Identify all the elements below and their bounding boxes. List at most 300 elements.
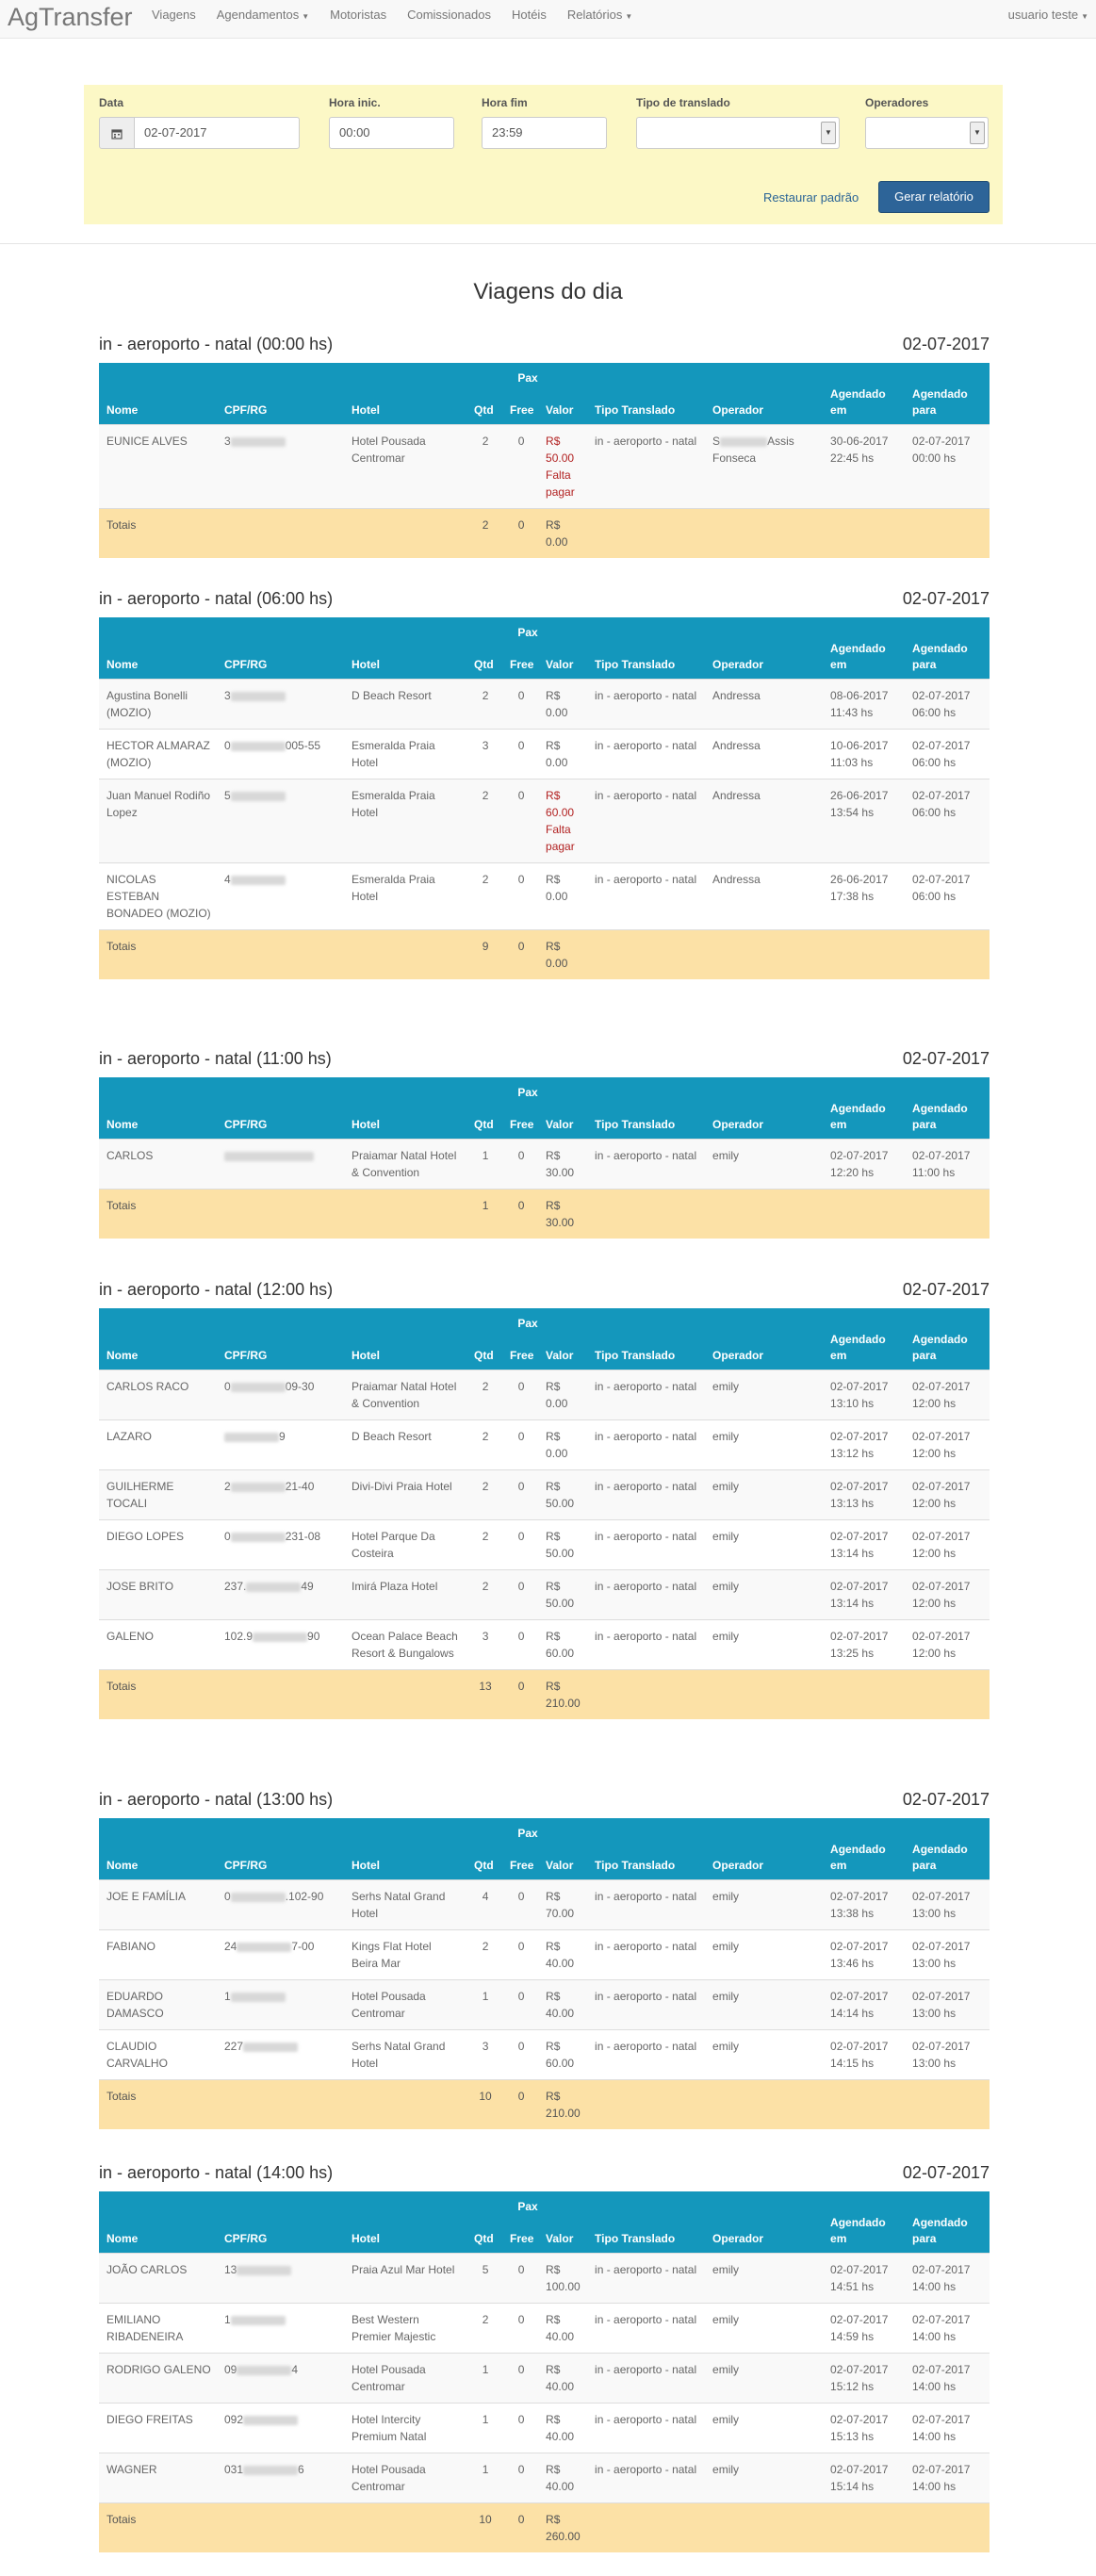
- table-row[interactable]: [99, 1570, 990, 1620]
- cell-hotel: [344, 1880, 466, 1930]
- scheduled-for: 02-07-2017 00:00 hs: [912, 435, 971, 465]
- cpf-suffix: 09-30: [285, 1380, 315, 1393]
- cell-agendado-em: [823, 730, 905, 779]
- cell-cpf: [217, 863, 344, 930]
- table-row[interactable]: [99, 1880, 990, 1930]
- nav-item-agendamentos[interactable]: [206, 0, 319, 31]
- generate-report-button[interactable]: Gerar relatório: [878, 181, 990, 213]
- column-header-hotel: Hotel: [352, 1118, 380, 1131]
- table-row[interactable]: [99, 1620, 990, 1670]
- hotel-name: Hotel Pousada Centromar: [352, 1990, 426, 2020]
- cell-tipo: [587, 1470, 705, 1520]
- cell-free: [502, 1980, 538, 2030]
- total-qtd-cell: [466, 930, 502, 980]
- totals-label: Totais: [106, 2513, 137, 2526]
- totals-label: Totais: [106, 518, 137, 532]
- caret-down-icon: ▼: [302, 12, 310, 21]
- column-header-operador: Operador: [712, 403, 764, 417]
- cpf-suffix: 005-55: [285, 739, 321, 752]
- section-title: in - aeroporto - natal (06:00 hs): [99, 589, 334, 608]
- cell-hotel: [344, 730, 466, 779]
- cell-free: [502, 1470, 538, 1520]
- cell-agendado-em: [823, 2030, 905, 2080]
- cpf-prefix: 5: [224, 789, 231, 802]
- valor-amount: R$ 60.00: [546, 2040, 575, 2070]
- totals-label: Totais: [106, 940, 137, 953]
- section-title: in - aeroporto - natal (14:00 hs): [99, 2163, 334, 2182]
- column-header-agendado-para: Agendado para: [912, 1102, 968, 1131]
- total-valor-cell: [538, 2503, 587, 2553]
- passenger-name: DIEGO LOPES: [106, 1530, 185, 1543]
- cell-cpf: [217, 2404, 344, 2453]
- table-row[interactable]: [99, 680, 990, 730]
- cpf-prefix: 0: [224, 739, 231, 752]
- cell-nome: [99, 680, 217, 730]
- cell-hotel: [344, 1980, 466, 2030]
- trips-table: [99, 1818, 990, 2129]
- passenger-name: NICOLAS ESTEBAN BONADEO (MOZIO): [106, 873, 211, 920]
- column-header-agendado-em: Agendado em: [830, 1843, 886, 1872]
- user-name: usuario teste: [1007, 8, 1079, 22]
- cell-qtd: [466, 425, 502, 509]
- scheduled-for: 02-07-2017 06:00 hs: [912, 689, 971, 719]
- table-row[interactable]: [99, 2404, 990, 2453]
- column-header-cpf: CPF/RG: [224, 2232, 268, 2245]
- cell-nome: [99, 2354, 217, 2404]
- nav-label: Agendamentos: [216, 8, 300, 22]
- cell-agendado-em: [823, 1570, 905, 1620]
- cell-nome: [99, 1620, 217, 1670]
- cell-free: [502, 1570, 538, 1620]
- free-value: 0: [517, 2413, 525, 2426]
- cell-hotel: [344, 2030, 466, 2080]
- scheduled-at: 02-07-2017 12:20 hs: [830, 1149, 889, 1179]
- cell-free: [502, 1620, 538, 1670]
- cell-qtd: [466, 863, 502, 930]
- redacted-cpf: [253, 1633, 307, 1642]
- valor-amount: R$ 40.00: [546, 2413, 575, 2443]
- column-header-operador: Operador: [712, 1118, 764, 1131]
- passenger-name: JOE E FAMÍLIA: [106, 1890, 187, 1903]
- cell-nome: [99, 1930, 217, 1980]
- cell-nome: [99, 2404, 217, 2453]
- cell-valor: [538, 2404, 587, 2453]
- section-header: [99, 1280, 990, 1308]
- operator-name: emily: [712, 2040, 740, 2053]
- operator-name: Andressa: [712, 739, 761, 752]
- trips-table: [99, 1077, 990, 1239]
- column-header-agendado-para: Agendado para: [912, 1843, 968, 1872]
- header-row: [99, 1101, 990, 1140]
- passenger-name: GALENO: [106, 1630, 155, 1643]
- date-input[interactable]: 02-07-2017: [134, 117, 300, 149]
- totals-row: [99, 509, 990, 559]
- valor-amount: R$ 40.00: [546, 2463, 575, 2493]
- operator-name: emily: [712, 1940, 740, 1953]
- total-qtd: 10: [479, 2513, 492, 2526]
- table-row[interactable]: [99, 1420, 990, 1470]
- cell-agendado-em: [823, 1140, 905, 1190]
- cell-valor: [538, 1620, 587, 1670]
- column-header-qtd: Qtd: [474, 403, 494, 417]
- cell-valor: [538, 730, 587, 779]
- cell-tipo: [587, 1370, 705, 1420]
- valor-amount: R$ 40.00: [546, 1940, 575, 1970]
- table-row[interactable]: [99, 2354, 990, 2404]
- hotel-name: Hotel Pousada Centromar: [352, 2463, 426, 2493]
- cell-free: [502, 863, 538, 930]
- brand-logo[interactable]: AgTransfer: [8, 3, 133, 31]
- cell-agendado-em: [823, 1370, 905, 1420]
- section-date: 02-07-2017: [902, 335, 990, 353]
- hotel-name: Ocean Palace Beach Resort & Bungalows: [352, 1630, 458, 1660]
- scheduled-for: 02-07-2017 13:00 hs: [912, 1940, 971, 1970]
- passenger-name: JOSE BRITO: [106, 1580, 174, 1593]
- cell-qtd: [466, 680, 502, 730]
- hotel-name: Esmeralda Praia Hotel: [352, 789, 435, 819]
- cell-tipo: [587, 2404, 705, 2453]
- cell-cpf: [217, 1930, 344, 1980]
- total-free: 0: [517, 1680, 525, 1693]
- cell-tipo: [587, 2453, 705, 2503]
- column-header-free: Free: [510, 2232, 534, 2245]
- total-valor: R$ 210.00: [546, 1680, 581, 1710]
- column-header-hotel: Hotel: [352, 2232, 380, 2245]
- scheduled-at: 02-07-2017 13:10 hs: [830, 1380, 889, 1410]
- free-value: 0: [517, 873, 525, 886]
- cell-free: [502, 2404, 538, 2453]
- cell-valor: [538, 2030, 587, 2080]
- cell-valor: [538, 1520, 587, 1570]
- trips-table: [99, 1308, 990, 1719]
- scheduled-for: 02-07-2017 12:00 hs: [912, 1630, 971, 1660]
- qtd-value: 2: [482, 1530, 489, 1543]
- header-group-row: [99, 1818, 990, 1842]
- table-row[interactable]: [99, 1980, 990, 2030]
- nav-item-hoteis[interactable]: [501, 0, 557, 31]
- cell-valor: [538, 863, 587, 930]
- cell-qtd: [466, 1470, 502, 1520]
- column-header-agendado-em: Agendado em: [830, 387, 886, 417]
- cell-agendado-em: [823, 2354, 905, 2404]
- totals-label-cell: [99, 2080, 466, 2130]
- cell-valor: [538, 1140, 587, 1190]
- qtd-value: 1: [482, 1990, 489, 2003]
- total-free: 0: [517, 1199, 525, 1212]
- scheduled-at: 02-07-2017 14:15 hs: [830, 2040, 889, 2070]
- redacted-cpf: [237, 1943, 291, 1952]
- cell-cpf: [217, 1980, 344, 2030]
- transfer-type: in - aeroporto - natal: [595, 739, 697, 752]
- column-header-hotel: Hotel: [352, 658, 380, 671]
- section-date: 02-07-2017: [902, 2163, 990, 2182]
- cell-operador: [705, 1980, 823, 2030]
- transfer-type: in - aeroporto - natal: [595, 1530, 697, 1543]
- table-row[interactable]: [99, 1470, 990, 1520]
- cell-valor: [538, 2254, 587, 2304]
- header-row: [99, 386, 990, 425]
- cpf-prefix: 3: [224, 689, 231, 702]
- table-row[interactable]: [99, 1370, 990, 1420]
- section-date: 02-07-2017: [902, 1280, 990, 1299]
- cpf-suffix: 231-08: [285, 1530, 321, 1543]
- operators-select[interactable]: [865, 117, 989, 149]
- table-row[interactable]: [99, 1140, 990, 1190]
- header-group-row: [99, 2191, 990, 2215]
- cpf-suffix: 21-40: [285, 1480, 315, 1493]
- user-menu[interactable]: [1008, 0, 1088, 31]
- transfer-type: in - aeroporto - natal: [595, 2413, 697, 2426]
- transfer-type: in - aeroporto - natal: [595, 1940, 697, 1953]
- totals-filler: [587, 509, 990, 559]
- transfer-type-select[interactable]: [636, 117, 840, 149]
- cell-cpf: [217, 1620, 344, 1670]
- scheduled-for: 02-07-2017 12:00 hs: [912, 1480, 971, 1510]
- cell-tipo: [587, 863, 705, 930]
- cpf-prefix: 0: [224, 1530, 231, 1543]
- transfer-type: in - aeroporto - natal: [595, 1580, 697, 1593]
- cell-agendado-para: [905, 1880, 990, 1930]
- pax-header: Pax: [517, 1086, 538, 1099]
- column-header-qtd: Qtd: [474, 658, 494, 671]
- cell-agendado-em: [823, 1420, 905, 1470]
- table-row[interactable]: [99, 1520, 990, 1570]
- free-value: 0: [517, 2463, 525, 2476]
- table-row[interactable]: [99, 863, 990, 930]
- table-row[interactable]: [99, 779, 990, 863]
- free-value: 0: [517, 2040, 525, 2053]
- cell-valor: [538, 1930, 587, 1980]
- cell-free: [502, 2030, 538, 2080]
- cpf-prefix: 1: [224, 1990, 231, 2003]
- cell-agendado-para: [905, 2354, 990, 2404]
- operator-name: Andressa: [712, 689, 761, 702]
- cell-tipo: [587, 779, 705, 863]
- cell-nome: [99, 2304, 217, 2354]
- cell-free: [502, 2254, 538, 2304]
- column-header-free: Free: [510, 1349, 534, 1362]
- totals-filler: [587, 930, 990, 980]
- redacted-cpf: [231, 1533, 286, 1542]
- operator-name: emily: [712, 1430, 740, 1443]
- column-header-agendado-para: Agendado para: [912, 387, 968, 417]
- total-valor-cell: [538, 2080, 587, 2130]
- pax-header: Pax: [517, 371, 538, 385]
- scheduled-at: 02-07-2017 13:14 hs: [830, 1580, 889, 1610]
- table-row[interactable]: [99, 2453, 990, 2503]
- total-qtd-cell: [466, 1190, 502, 1239]
- table-row[interactable]: [99, 2304, 990, 2354]
- operator-name: emily: [712, 1380, 740, 1393]
- hotel-name: D Beach Resort: [352, 689, 432, 702]
- operators-label: Operadores: [865, 96, 929, 109]
- cpf-suffix: 4: [291, 2363, 299, 2376]
- scheduled-at: 02-07-2017 13:14 hs: [830, 1530, 889, 1560]
- operator-name: emily: [712, 1480, 740, 1493]
- table-row[interactable]: [99, 1930, 990, 1980]
- trips-table: [99, 2191, 990, 2552]
- table-row[interactable]: [99, 730, 990, 779]
- redacted-cpf: [224, 1152, 314, 1161]
- trips-table: [99, 617, 990, 979]
- end-time-input[interactable]: 23:59: [482, 117, 607, 149]
- free-value: 0: [517, 1580, 525, 1593]
- redacted-cpf: [231, 1993, 286, 2002]
- calendar-icon[interactable]: [99, 117, 135, 149]
- section-header: [99, 335, 990, 363]
- cell-operador: [705, 2354, 823, 2404]
- section-title: in - aeroporto - natal (13:00 hs): [99, 1790, 334, 1809]
- redacted-cpf: [231, 742, 286, 751]
- table-row[interactable]: [99, 425, 990, 509]
- cell-agendado-para: [905, 1980, 990, 2030]
- cell-cpf: [217, 680, 344, 730]
- column-header-cpf: CPF/RG: [224, 1349, 268, 1362]
- cell-nome: [99, 863, 217, 930]
- cpf-suffix: 6: [298, 2463, 304, 2476]
- qtd-value: 1: [482, 2463, 489, 2476]
- qtd-value: 5: [482, 2263, 489, 2276]
- reset-defaults-link[interactable]: Restaurar padrão: [763, 190, 859, 205]
- nav-links: [141, 0, 643, 31]
- section-title: in - aeroporto - natal (00:00 hs): [99, 335, 334, 353]
- column-header-agendado-para: Agendado para: [912, 1333, 968, 1362]
- qtd-value: 1: [482, 2413, 489, 2426]
- cell-cpf: [217, 730, 344, 779]
- column-header-hotel: Hotel: [352, 1859, 380, 1872]
- nav-label: Viagens: [152, 8, 196, 22]
- cpf-prefix: 237.: [224, 1580, 247, 1593]
- hotel-name: Praia Azul Mar Hotel: [352, 2263, 455, 2276]
- cell-hotel: [344, 2254, 466, 2304]
- column-header-cpf: CPF/RG: [224, 1859, 268, 1872]
- trip-section: [99, 2163, 990, 2552]
- cell-valor: [538, 1470, 587, 1520]
- cpf-prefix: 13: [224, 2263, 237, 2276]
- cell-qtd: [466, 1140, 502, 1190]
- cell-agendado-para: [905, 1930, 990, 1980]
- totals-row: [99, 1670, 990, 1720]
- column-header-free: Free: [510, 658, 534, 671]
- redacted-cpf: [243, 2416, 298, 2425]
- scheduled-for: 02-07-2017 13:00 hs: [912, 1890, 971, 1920]
- cpf-suffix: 49: [301, 1580, 314, 1593]
- qtd-value: 2: [482, 2313, 489, 2326]
- passenger-name: EDUARDO DAMASCO: [106, 1990, 164, 2020]
- valor-amount: R$ 30.00: [546, 1149, 575, 1179]
- cell-operador: [705, 1930, 823, 1980]
- start-time-input[interactable]: 00:00: [329, 117, 454, 149]
- column-header-tipo: Tipo Translado: [595, 658, 676, 671]
- trips-table: [99, 363, 990, 558]
- cell-qtd: [466, 1930, 502, 1980]
- column-header-valor: Valor: [546, 2232, 574, 2245]
- table-row[interactable]: [99, 2030, 990, 2080]
- totals-label-cell: [99, 1190, 466, 1239]
- passenger-name: EMILIANO RIBADENEIRA: [106, 2313, 184, 2343]
- cell-hotel: [344, 1420, 466, 1470]
- totals-label-cell: [99, 509, 466, 559]
- column-header-valor: Valor: [546, 1859, 574, 1872]
- transfer-type: in - aeroporto - natal: [595, 1380, 697, 1393]
- free-value: 0: [517, 2263, 525, 2276]
- cell-free: [502, 1930, 538, 1980]
- valor-amount: R$ 70.00: [546, 1890, 575, 1920]
- total-qtd: 1: [482, 1199, 489, 1212]
- cell-qtd: [466, 779, 502, 863]
- redacted-cpf: [237, 2266, 291, 2275]
- hotel-name: Kings Flat Hotel Beira Mar: [352, 1940, 432, 1970]
- column-header-nome: Nome: [106, 1118, 139, 1131]
- free-value: 0: [517, 435, 525, 448]
- page-title: Viagens do dia: [473, 279, 623, 304]
- column-header-valor: Valor: [546, 1349, 574, 1362]
- cell-qtd: [466, 2453, 502, 2503]
- cell-valor: [538, 2304, 587, 2354]
- passenger-name: CARLOS: [106, 1149, 154, 1162]
- transfer-type: in - aeroporto - natal: [595, 2040, 697, 2053]
- cell-agendado-em: [823, 2304, 905, 2354]
- nav-item-comissionados[interactable]: [397, 0, 501, 31]
- total-free: 0: [517, 940, 525, 953]
- nav-label: Hotéis: [511, 8, 547, 22]
- nav-item-relatorios[interactable]: [557, 0, 643, 31]
- cell-hotel: [344, 2304, 466, 2354]
- column-header-agendado-em: Agendado em: [830, 1333, 886, 1362]
- scheduled-at: 02-07-2017 14:51 hs: [830, 2263, 889, 2293]
- cell-hotel: [344, 863, 466, 930]
- cell-nome: [99, 2254, 217, 2304]
- section-date: 02-07-2017: [902, 1790, 990, 1809]
- cell-operador: [705, 425, 823, 509]
- hotel-name: Praiamar Natal Hotel & Convention: [352, 1380, 457, 1410]
- column-header-agendado-para: Agendado para: [912, 642, 968, 671]
- totals-label: Totais: [106, 1199, 137, 1212]
- cpf-prefix: 031: [224, 2463, 244, 2476]
- cell-hotel: [344, 1140, 466, 1190]
- redacted-cpf: [246, 1583, 301, 1592]
- valor-amount: R$ 60.00: [546, 789, 575, 819]
- qtd-value: 2: [482, 1940, 489, 1953]
- filter-panel: [84, 85, 1003, 224]
- totals-label: Totais: [106, 1680, 137, 1693]
- section-header: [99, 1790, 990, 1818]
- cpf-prefix: 3: [224, 435, 231, 448]
- column-header-hotel: Hotel: [352, 403, 380, 417]
- total-qtd-cell: [466, 2080, 502, 2130]
- cell-nome: [99, 2030, 217, 2080]
- total-valor-cell: [538, 509, 587, 559]
- cell-tipo: [587, 1620, 705, 1670]
- chevron-down-icon: ▼: [821, 122, 836, 144]
- cell-qtd: [466, 2254, 502, 2304]
- column-header-qtd: Qtd: [474, 2232, 494, 2245]
- cell-hotel: [344, 1520, 466, 1570]
- cell-operador: [705, 1420, 823, 1470]
- passenger-name: CARLOS RACO: [106, 1380, 189, 1393]
- totals-label-cell: [99, 1670, 466, 1720]
- nav-item-viagens[interactable]: [141, 0, 206, 31]
- column-header-operador: Operador: [712, 1859, 764, 1872]
- nav-item-motoristas[interactable]: [319, 0, 397, 31]
- cell-tipo: [587, 1930, 705, 1980]
- cell-agendado-para: [905, 1140, 990, 1190]
- operator-name: Andressa: [712, 789, 761, 802]
- valor-amount: R$ 50.00: [546, 1480, 575, 1510]
- hotel-name: Hotel Pousada Centromar: [352, 2363, 426, 2393]
- cell-agendado-para: [905, 2304, 990, 2354]
- table-row[interactable]: [99, 2254, 990, 2304]
